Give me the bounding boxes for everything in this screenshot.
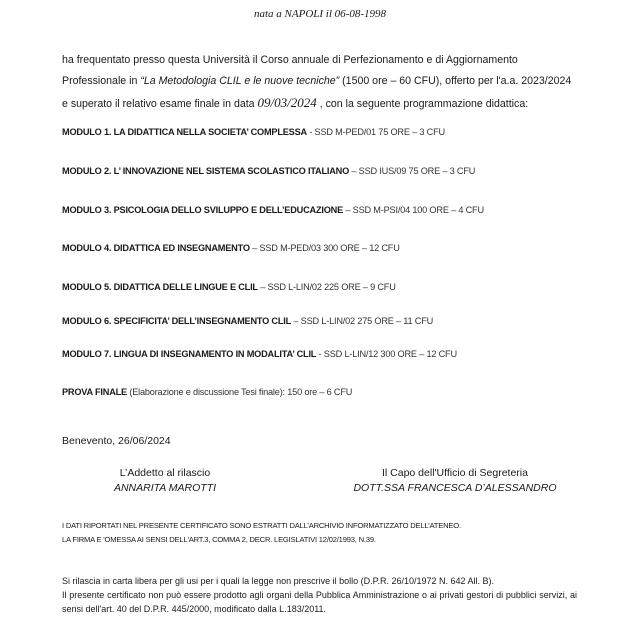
module-7 <box>62 349 457 359</box>
module-title: MODULO 1. LA DIDATTICA NELLA SOCIETA’ COMPLESSA <box>62 127 307 137</box>
module-5 <box>62 282 396 292</box>
intro-line-1: ha frequentato presso questa Università il Corso annuale di Perfezionamento e di Aggiornamento <box>62 54 518 66</box>
intro-paragraph <box>62 50 572 115</box>
module-6 <box>62 316 433 326</box>
module-details: – SSD L-LIN/02 275 ORE – 11 CFU <box>291 316 434 326</box>
module-details: - SSD L-LIN/12 300 ORE – 12 CFU <box>316 349 457 359</box>
intro-line-2-pre: Professionale in <box>62 75 141 87</box>
intro-line-3-post: , con la seguente programmazione didattica: <box>316 98 529 110</box>
module-title: MODULO 2. L’ INNOVAZIONE NEL SISTEMA SCOLASTICO ITALIANO <box>62 166 350 176</box>
signature-role: L’Addetto al rilascio <box>119 467 211 479</box>
module-title: MODULO 7. LINGUA DI INSEGNAMENTO IN MODALITA’ CLIL <box>62 349 317 359</box>
module-title: MODULO 3. PSICOLOGIA DELLO SVILUPPO E DELL’EDUCAZIONE <box>62 205 344 215</box>
module-title: MODULO 4. DIDATTICA ED INSEGNAMENTO <box>62 243 250 253</box>
signature-name: ANNARITA MAROTTI <box>113 482 217 494</box>
module-details: – SSD M-PSI/04 100 ORE – 4 CFU <box>343 205 484 215</box>
notice-line: LA FIRMA E 'OMESSA AI SENSI DELL'ART.3, COMMA 2, DECR. LEGISLATIVI 12/02/1993, N.39. <box>62 535 376 544</box>
final-exam <box>62 387 352 397</box>
signature-left <box>90 466 240 496</box>
footer-line-2: Il presente certificato non può essere prodotto agli organi della Pubblica Amministrazione o ai privati gestori di pubblici servizi, ai sensi dell'art. 40 del D.P.R. 445/2000, modificato dalla L.183/2011. <box>62 590 577 614</box>
notice-line: I DATI RIPORTATI NEL PRESENTE CERTIFICATO SONO ESTRATTI DALL’ARCHIVIO INFORMATIZZATO DELL’ATENEO. <box>62 521 461 530</box>
module-details: – SSD L-LIN/02 225 ORE – 9 CFU <box>257 282 396 292</box>
signature-name: DOTT.SSA FRANCESCA D’ALESSANDRO <box>353 482 557 494</box>
module-3 <box>62 205 484 215</box>
course-title: “La Metodologia CLIL e le nuove tecniche” <box>140 75 340 87</box>
module-2 <box>62 166 475 176</box>
module-details: – SSD IUS/09 75 ORE – 3 CFU <box>349 166 476 176</box>
module-title: MODULO 6. SPECIFICITA’ DELL’INSEGNAMENTO CLIL <box>62 316 292 326</box>
birth-line: nata a NAPOLI il 06-08-1998 <box>254 8 386 20</box>
module-1 <box>62 127 445 137</box>
legal-footer <box>62 574 577 616</box>
intro-line-3-pre: e superato il relativo esame finale in data <box>62 98 258 110</box>
signature-role: Il Capo dell'Ufficio di Segreteria <box>382 467 528 479</box>
exam-date: 09/03/2024 <box>257 95 317 110</box>
module-details: – SSD M-PED/03 300 ORE – 12 CFU <box>249 243 400 253</box>
module-title: MODULO 5. DIDATTICA DELLE LINGUE E CLIL <box>62 282 258 292</box>
archive-notice <box>62 519 461 547</box>
footer-line-1: Si rilascia in carta libera per gli usi per i quali la legge non prescrive il bollo (D.P.R. 26/10/1972 N. 642 All. B). <box>62 576 495 586</box>
final-exam-title: PROVA FINALE <box>62 387 127 397</box>
signature-right <box>340 466 570 496</box>
intro-line-2-post: (1500 ore – 60 CFU), offerto per l'a.a. 2023/2024 <box>339 75 572 87</box>
final-exam-details: (Elaborazione e discussione Tesi finale): 150 ore – 6 CFU <box>126 387 353 397</box>
place-date: Benevento, 26/06/2024 <box>62 435 171 447</box>
module-4 <box>62 243 400 253</box>
module-details: - SSD M-PED/01 75 ORE – 3 CFU <box>306 127 445 137</box>
